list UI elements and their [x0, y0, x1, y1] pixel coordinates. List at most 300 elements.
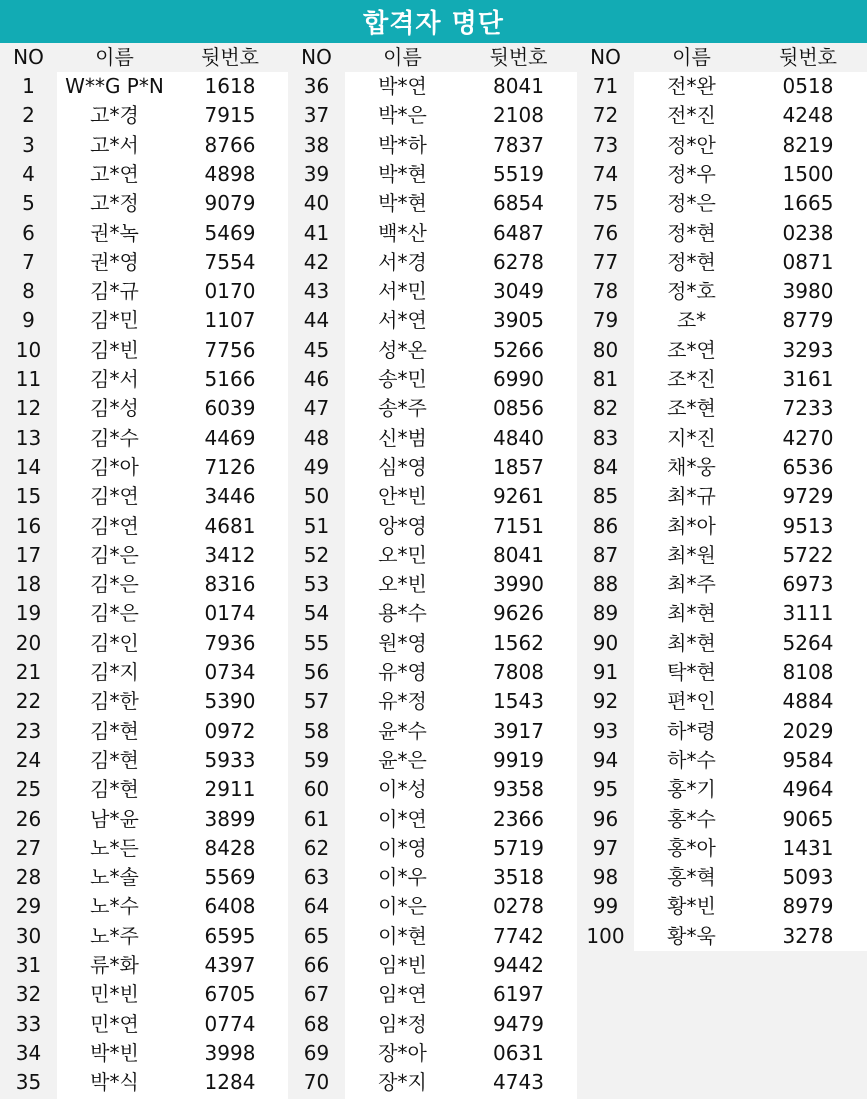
row-code: 6595 [204, 923, 256, 948]
row-name: 채*웅 [667, 454, 716, 479]
row-code: 3446 [204, 484, 256, 509]
table-row [288, 541, 577, 570]
row-code: 3161 [782, 367, 834, 391]
table-row [577, 189, 867, 218]
row-name: 이*연 [378, 806, 427, 831]
row-code: 3917 [493, 718, 544, 743]
row-number: 87 [592, 542, 619, 567]
table-row [0, 512, 288, 541]
row-number: 12 [15, 396, 42, 421]
row-name: 남*윤 [90, 806, 139, 831]
row-number: 35 [15, 1070, 42, 1095]
row-code: 1543 [493, 689, 544, 714]
table-row [577, 131, 867, 160]
row-name: 지*진 [667, 425, 716, 450]
row-code: 5390 [204, 689, 256, 714]
row-name: 김*은 [90, 542, 139, 567]
row-code: 9261 [493, 484, 544, 509]
row-number: 79 [592, 308, 619, 333]
row-number: 37 [303, 103, 330, 128]
row-name: 신*범 [378, 425, 427, 450]
table-row [577, 219, 867, 248]
row-name: 민*연 [90, 1011, 139, 1036]
row-number: 34 [15, 1040, 42, 1065]
row-code: 1562 [493, 630, 544, 655]
row-name: 장*지 [378, 1070, 427, 1095]
row-code: 7126 [204, 454, 256, 479]
row-name: 김*성 [90, 396, 139, 421]
row-number: 40 [303, 191, 330, 216]
row-number: 84 [592, 454, 619, 479]
row-name: 민*빈 [90, 982, 139, 1007]
row-code: 5719 [493, 835, 544, 860]
row-code: 1431 [782, 835, 834, 860]
row-name: 김*현 [90, 718, 139, 743]
row-code: 0972 [204, 718, 256, 743]
row-code: 8041 [493, 74, 544, 98]
row-code: 0856 [493, 396, 544, 421]
row-code: 3278 [782, 923, 834, 948]
table-row [288, 365, 577, 394]
row-name: 최*현 [667, 630, 716, 655]
row-name: 홍*아 [667, 835, 716, 860]
table-row [288, 980, 577, 1009]
row-name: 박*연 [378, 74, 427, 98]
row-name: 이*영 [378, 835, 427, 860]
row-number: 51 [303, 513, 330, 538]
row-number: 23 [15, 718, 42, 743]
row-number: 13 [15, 425, 42, 450]
row-number: 93 [592, 718, 619, 743]
row-number: 30 [15, 923, 42, 948]
row-code: 1500 [782, 161, 834, 186]
row-name: 고*경 [90, 103, 139, 128]
table-row [0, 717, 288, 746]
row-name: 고*연 [90, 161, 139, 186]
row-code: 6487 [493, 220, 544, 245]
row-number: 7 [22, 249, 35, 274]
row-code: 9479 [493, 1011, 544, 1036]
row-number: 91 [592, 660, 619, 684]
row-code: 2911 [204, 777, 256, 802]
table-header [0, 43, 867, 72]
row-name: 이*우 [378, 865, 427, 890]
row-code: 5469 [204, 220, 256, 245]
row-number: 10 [15, 337, 42, 362]
row-code: 8316 [204, 572, 256, 597]
row-number: 32 [15, 982, 42, 1007]
row-code: 6990 [493, 367, 544, 391]
row-code: 7808 [493, 660, 544, 684]
table-row [288, 336, 577, 365]
row-code: 4248 [782, 103, 834, 128]
table-row [0, 336, 288, 365]
row-name: 유*정 [378, 689, 427, 714]
table-row [288, 1010, 577, 1039]
row-code: 9584 [782, 747, 834, 772]
table-row [288, 863, 577, 892]
table-row [577, 834, 867, 863]
row-code: 8428 [204, 835, 256, 860]
row-code: 8979 [782, 894, 834, 919]
row-name: 김*현 [90, 747, 139, 772]
table-row [288, 101, 577, 130]
row-name: 임*정 [378, 1011, 427, 1036]
row-name: 김*한 [90, 689, 139, 714]
table-row [0, 658, 288, 687]
row-name: 노*주 [90, 923, 139, 948]
row-number: 11 [15, 367, 42, 391]
row-name: 황*빈 [667, 894, 716, 919]
row-name: 노*수 [90, 894, 139, 919]
table-row [288, 658, 577, 687]
row-name: 조*진 [667, 367, 716, 391]
row-code: 4681 [204, 513, 256, 538]
header-no: NO [301, 45, 332, 69]
row-number: 1 [22, 74, 35, 98]
row-name: 최*현 [667, 601, 716, 626]
row-number: 45 [303, 337, 330, 362]
row-name: 서*경 [378, 249, 427, 274]
row-name: 유*영 [378, 660, 427, 684]
row-name: 원*영 [378, 630, 427, 655]
row-number: 5 [22, 191, 35, 216]
row-code: 0238 [782, 220, 834, 245]
row-name: 김*수 [90, 425, 139, 450]
row-number: 70 [303, 1070, 330, 1095]
row-number: 50 [303, 484, 330, 509]
table-row [288, 424, 577, 453]
row-code: 8766 [204, 132, 256, 157]
row-number: 57 [303, 689, 330, 714]
table-row [577, 541, 867, 570]
table-row [0, 1068, 288, 1097]
table-row [0, 277, 288, 306]
row-number: 80 [592, 337, 619, 362]
row-number: 25 [15, 777, 42, 802]
table-row [0, 306, 288, 335]
table-row [288, 775, 577, 804]
row-name: 김*규 [90, 279, 139, 304]
header-no: NO [13, 45, 44, 69]
row-name: 조*현 [667, 396, 716, 421]
row-name: 임*연 [378, 982, 427, 1007]
row-code: 2366 [493, 806, 544, 831]
row-number: 31 [15, 953, 42, 977]
row-name: 안*빈 [378, 484, 427, 509]
table-row [288, 189, 577, 218]
row-number: 28 [15, 865, 42, 890]
row-code: 0871 [782, 249, 834, 274]
table-row [0, 72, 288, 101]
row-number: 92 [592, 689, 619, 714]
table-row [0, 189, 288, 218]
row-name: 김*민 [90, 308, 139, 333]
table-row [288, 1068, 577, 1097]
table-row [288, 248, 577, 277]
row-name: 용*수 [378, 601, 427, 626]
row-number: 18 [15, 572, 42, 597]
row-code: 5519 [493, 161, 544, 186]
row-name: 최*원 [667, 542, 716, 567]
row-name: 정*은 [667, 191, 716, 216]
table-row [288, 306, 577, 335]
row-number: 58 [303, 718, 330, 743]
row-number: 52 [303, 542, 330, 567]
row-number: 59 [303, 747, 330, 772]
row-code: 3293 [782, 337, 834, 362]
row-name: 정*호 [667, 279, 716, 304]
table-row [288, 834, 577, 863]
row-code: 3518 [493, 865, 544, 890]
row-name: 박*은 [378, 103, 427, 128]
row-number: 39 [303, 161, 330, 186]
row-name: 김*아 [90, 454, 139, 479]
row-name: 조* [676, 308, 707, 333]
row-code: 4397 [204, 953, 256, 977]
row-number: 74 [592, 161, 619, 186]
table-row [0, 687, 288, 716]
row-number: 95 [592, 777, 619, 802]
row-number: 9 [22, 308, 35, 333]
row-number: 86 [592, 513, 619, 538]
row-code: 1618 [204, 74, 256, 98]
table-row [288, 394, 577, 423]
header-name: 이름 [383, 45, 422, 69]
row-number: 33 [15, 1011, 42, 1036]
row-number: 29 [15, 894, 42, 919]
row-name: 고*정 [90, 191, 139, 216]
row-number: 24 [15, 747, 42, 772]
row-code: 3111 [782, 601, 834, 626]
row-number: 6 [22, 220, 35, 245]
row-code: 4270 [782, 425, 834, 450]
row-number: 27 [15, 835, 42, 860]
table-row [0, 863, 288, 892]
row-code: 4898 [204, 161, 256, 186]
row-code: 3049 [493, 279, 544, 304]
table-row [288, 453, 577, 482]
table-row [288, 746, 577, 775]
row-name: 박*식 [90, 1070, 139, 1095]
row-number: 60 [303, 777, 330, 802]
row-number: 21 [15, 660, 42, 684]
row-name: 심*영 [378, 454, 427, 479]
header-code: 뒷번호 [489, 45, 548, 69]
row-name: 정*안 [667, 132, 716, 157]
row-name: 정*우 [667, 161, 716, 186]
row-name: 김*인 [90, 630, 139, 655]
table-row [577, 394, 867, 423]
row-name: 홍*기 [667, 777, 716, 802]
row-name: 송*주 [378, 396, 427, 421]
row-name: W**G P*N [65, 74, 164, 98]
row-name: 김*연 [90, 484, 139, 509]
header-no: NO [590, 45, 621, 69]
row-name: 김*서 [90, 367, 139, 391]
row-number: 100 [586, 923, 625, 948]
table-row [0, 834, 288, 863]
row-number: 96 [592, 806, 619, 831]
row-code: 6278 [493, 249, 544, 274]
row-code: 9079 [204, 191, 256, 216]
row-name: 노*든 [90, 835, 139, 860]
table-row [577, 599, 867, 628]
table-row [577, 570, 867, 599]
row-number: 66 [303, 953, 330, 977]
table-row [0, 160, 288, 189]
row-code: 7936 [204, 630, 256, 655]
row-code: 8041 [493, 542, 544, 567]
row-code: 9065 [782, 806, 834, 831]
row-code: 9626 [493, 601, 544, 626]
row-name: 김*현 [90, 777, 139, 802]
row-name: 박*현 [378, 191, 427, 216]
table-row [0, 101, 288, 130]
table-row [288, 922, 577, 951]
page-title: 합격자 명단 [0, 0, 867, 43]
row-number: 78 [592, 279, 619, 304]
row-name: 윤*은 [378, 747, 427, 772]
row-code: 4743 [493, 1070, 544, 1095]
row-code: 3905 [493, 308, 544, 333]
row-number: 2 [22, 103, 35, 128]
row-number: 85 [592, 484, 619, 509]
row-code: 7756 [204, 337, 256, 362]
row-name: 서*민 [378, 279, 427, 304]
row-code: 6705 [204, 982, 256, 1007]
row-code: 6854 [493, 191, 544, 216]
table-row [0, 746, 288, 775]
table-row [577, 424, 867, 453]
table-row [0, 892, 288, 921]
header-code: 뒷번호 [779, 45, 837, 69]
table-row [288, 599, 577, 628]
row-code: 8779 [782, 308, 834, 333]
row-number: 20 [15, 630, 42, 655]
table-row [577, 805, 867, 834]
row-number: 61 [303, 806, 330, 831]
row-number: 14 [15, 454, 42, 479]
row-code: 3998 [204, 1040, 256, 1065]
row-number: 83 [592, 425, 619, 450]
row-number: 82 [592, 396, 619, 421]
row-code: 1857 [493, 454, 544, 479]
table-row [0, 424, 288, 453]
row-name: 이*성 [378, 777, 427, 802]
row-name: 하*수 [667, 747, 716, 772]
table-row [577, 101, 867, 130]
row-code: 8219 [782, 132, 834, 157]
row-number: 46 [303, 367, 330, 391]
row-number: 22 [15, 689, 42, 714]
table-row [577, 922, 867, 951]
row-number: 65 [303, 923, 330, 948]
table-row [288, 160, 577, 189]
table-row [288, 277, 577, 306]
row-number: 17 [15, 542, 42, 567]
row-code: 6973 [782, 572, 834, 597]
row-name: 홍*혁 [667, 865, 716, 890]
row-number: 94 [592, 747, 619, 772]
table-row [288, 219, 577, 248]
row-code: 0174 [204, 601, 256, 626]
row-number: 97 [592, 835, 619, 860]
row-number: 55 [303, 630, 330, 655]
row-name: 서*연 [378, 308, 427, 333]
row-number: 62 [303, 835, 330, 860]
table-row [288, 482, 577, 511]
table-row [288, 805, 577, 834]
table-row [0, 219, 288, 248]
table-row [0, 775, 288, 804]
row-name: 이*현 [378, 923, 427, 948]
row-code: 0518 [782, 74, 834, 98]
table-row [0, 1039, 288, 1068]
row-code: 9442 [493, 953, 544, 977]
header-name: 이름 [95, 45, 134, 69]
row-number: 4 [22, 161, 35, 186]
row-number: 88 [592, 572, 619, 597]
table-row [0, 453, 288, 482]
row-code: 5569 [204, 865, 256, 890]
row-code: 0631 [493, 1040, 544, 1065]
table-row [0, 365, 288, 394]
row-code: 7742 [493, 923, 544, 948]
row-number: 69 [303, 1040, 330, 1065]
table-row [577, 687, 867, 716]
row-name: 노*솔 [90, 865, 139, 890]
table-row [577, 717, 867, 746]
row-code: 5166 [204, 367, 256, 391]
table-row [577, 658, 867, 687]
row-name: 임*빈 [378, 953, 427, 977]
row-code: 6408 [204, 894, 256, 919]
row-number: 26 [15, 806, 42, 831]
row-code: 9358 [493, 777, 544, 802]
table-row [288, 717, 577, 746]
row-code: 7915 [204, 103, 256, 128]
row-code: 1284 [204, 1070, 256, 1095]
table-row [577, 72, 867, 101]
row-name: 최*주 [667, 572, 716, 597]
row-code: 3899 [204, 806, 256, 831]
row-name: 송*민 [378, 367, 427, 391]
table-row [0, 922, 288, 951]
row-number: 54 [303, 601, 330, 626]
row-code: 9513 [782, 513, 834, 538]
row-number: 67 [303, 982, 330, 1007]
table-row [577, 775, 867, 804]
row-number: 42 [303, 249, 330, 274]
row-code: 0278 [493, 894, 544, 919]
header-name: 이름 [672, 45, 711, 69]
row-number: 43 [303, 279, 330, 304]
row-code: 5266 [493, 337, 544, 362]
row-name: 최*규 [667, 484, 716, 509]
table-row [0, 570, 288, 599]
table-row [577, 482, 867, 511]
row-number: 75 [592, 191, 619, 216]
row-code: 1107 [204, 308, 256, 333]
row-code: 7233 [782, 396, 834, 421]
table-row [0, 394, 288, 423]
table-row [0, 951, 288, 980]
table-row [288, 629, 577, 658]
row-name: 백*산 [378, 220, 427, 245]
row-name: 조*연 [667, 337, 716, 362]
row-name: 황*욱 [667, 923, 716, 948]
